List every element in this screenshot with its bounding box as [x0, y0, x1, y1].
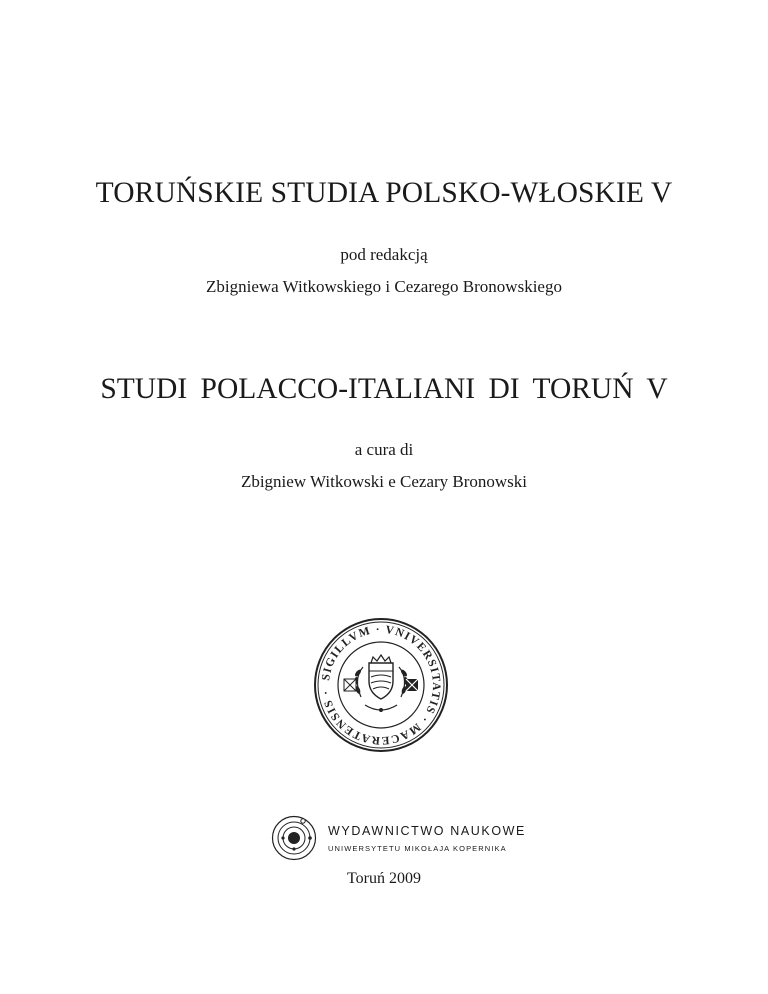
place-and-year: Toruń 2009 — [347, 870, 421, 887]
title-italian: STUDI POLACCO-ITALIANI DI TORUŃ V — [100, 373, 668, 405]
orbit-logo-icon — [271, 815, 317, 861]
university-seal-icon — [313, 617, 449, 753]
editorship-label-polish: pod redakcją — [340, 245, 428, 264]
title-polish: TORUŃSKIE STUDIA POLSKO-WŁOSKIE V — [95, 177, 673, 209]
seal-inscription: SIGILLVM · VNIVERSITATIS · MACERATENSIS · — [320, 623, 443, 747]
publisher-block — [271, 815, 526, 865]
editors-italian: Zbigniew Witkowski e Cezary Bronowski — [240, 472, 528, 491]
publisher-subtitle: UNIWERSYTETU MIKOŁAJA KOPERNIKA — [328, 844, 507, 853]
publisher-name: WYDAWNICTWO NAUKOWE — [328, 824, 526, 838]
editors-polish: Zbigniewa Witkowskiego i Cezarego Bronowskiego — [206, 277, 562, 296]
editorship-label-italian: a cura di — [354, 440, 414, 459]
